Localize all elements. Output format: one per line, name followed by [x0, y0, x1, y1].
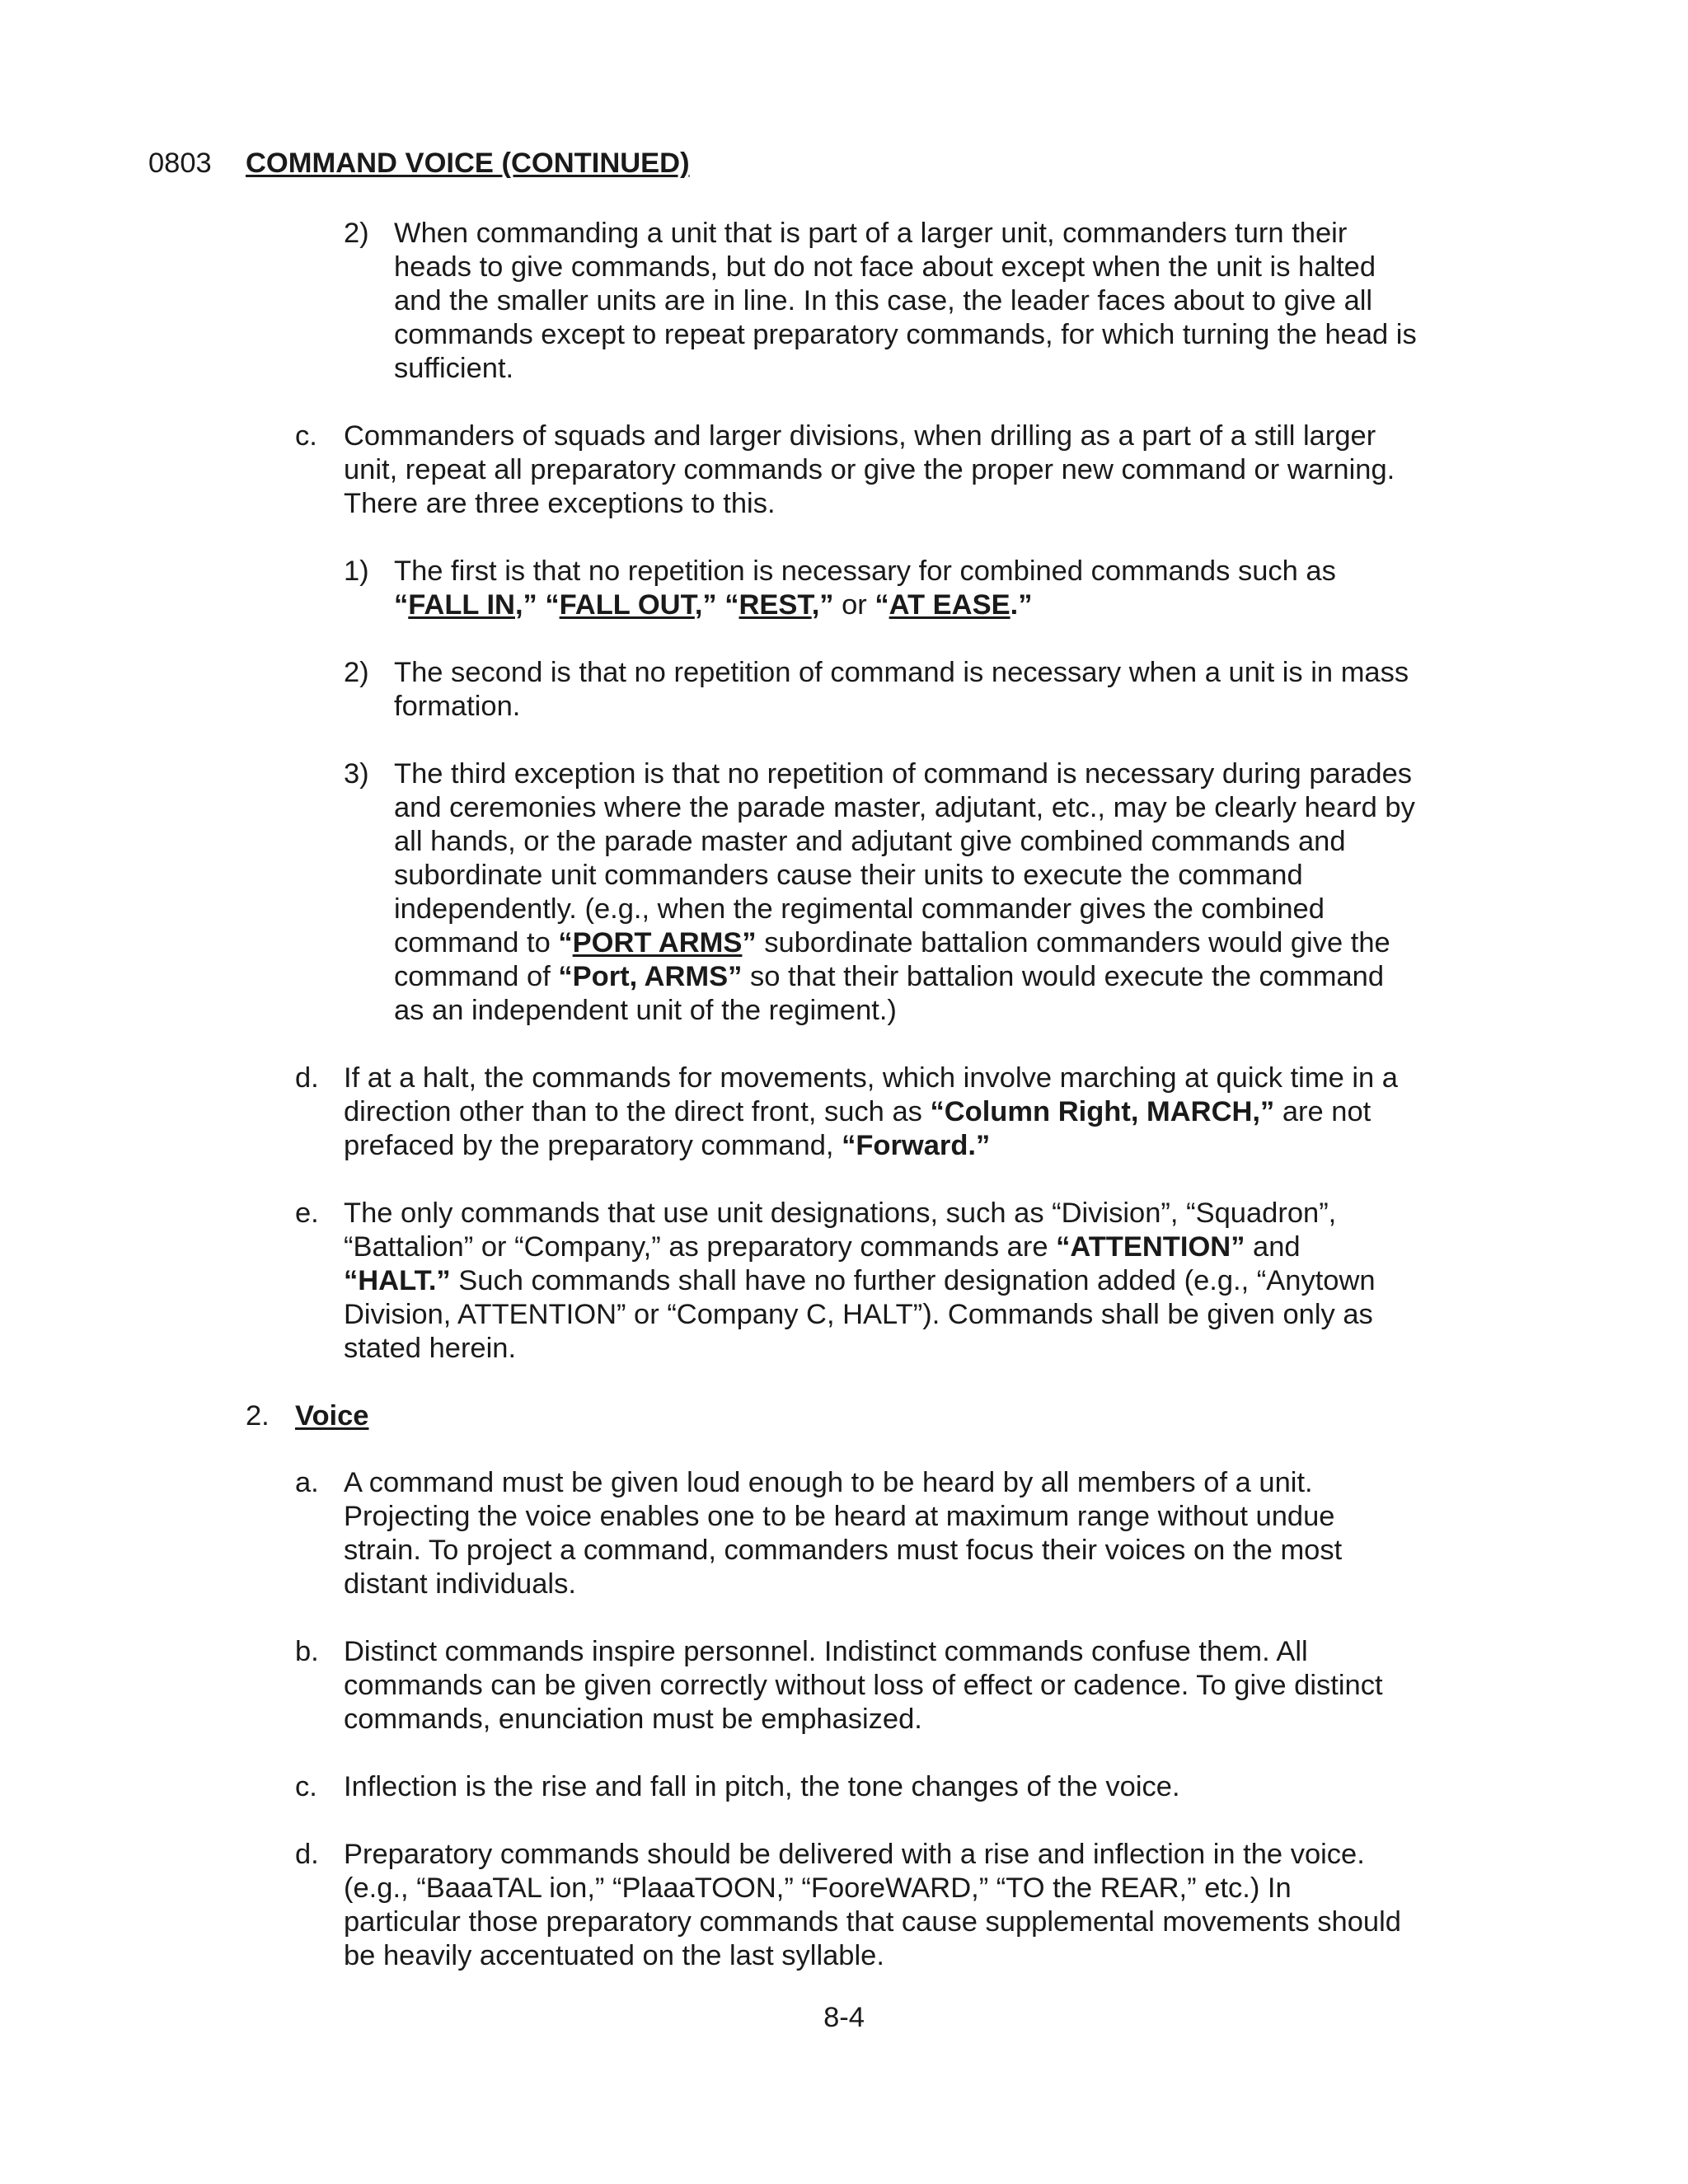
list-marker: c. — [295, 1771, 317, 1802]
command-fall-out: FALL OUT — [559, 589, 695, 621]
command-port-arms: PORT ARMS — [572, 927, 743, 958]
command-fall-in: FALL IN — [408, 589, 515, 621]
list-marker: 2) — [344, 657, 369, 688]
list-marker: e. — [295, 1197, 319, 1229]
command-halt: “HALT.” — [344, 1265, 451, 1296]
command-rest: REST — [738, 589, 812, 621]
paragraph-text: The third exception is that no repetition of command is necessary during parades and ceremonies where the parade master, adjutant, etc., may be clearly heard by all hands, or the parade master and adjutant give combined commands and subordinate unit commanders cause their units to execute the command independently. (e.g., when the regimental commander gives the combined command to “PORT ARMS” subordinate battalion commanders would give the command of “Port, ARMS” so that their battalion would execute the command as an independent unit of the regiment.) — [394, 758, 1415, 1026]
command-at-ease: AT EASE — [889, 589, 1010, 621]
command-forward: “Forward.” — [842, 1130, 991, 1161]
paragraph-text: Inflection is the rise and fall in pitch, the tone changes of the voice. — [344, 1771, 1180, 1802]
command-attention: “ATTENTION” — [1056, 1231, 1245, 1263]
page-number: 8-4 — [823, 2002, 865, 2033]
paragraph-text: The first is that no repetition is necessary for combined commands such as “FALL IN,” “FALL OUT,” “REST,” or “AT EASE.” — [394, 555, 1336, 621]
paragraph-text: A command must be given loud enough to be heard by all members of a unit. Projecting the voice enables one to be heard at maximum range without undue strain. To project a command, commanders must focus their voices on the most distant individuals. — [344, 1467, 1343, 1600]
command-port-arms-execute: “Port, ARMS” — [558, 961, 743, 992]
paragraph-text: Commanders of squads and larger divisions, when drilling as a part of a still larger unit, repeat all preparatory commands or give the proper new command or warning. There are three exceptions to this. — [344, 420, 1395, 519]
list-marker: 3) — [344, 758, 369, 790]
list-marker: a. — [295, 1467, 319, 1498]
section-title: COMMAND VOICE (CONTINUED) — [246, 148, 690, 179]
paragraph-text: Distinct commands inspire personnel. Indistinct commands confuse them. All commands can be given correctly without loss of effect or cadence. To give distinct commands, enunciation must be emphasized. — [344, 1636, 1383, 1735]
section-number: 0803 — [148, 148, 212, 179]
list-marker: b. — [295, 1636, 319, 1667]
list-marker: d. — [295, 1839, 319, 1870]
command-column-right: “Column Right, MARCH,” — [930, 1096, 1275, 1127]
paragraph-text: The only commands that use unit designations, such as “Division”, “Squadron”, “Battalion” or “Company,” as preparatory commands are “ATTENTION” and “HALT.” Such commands shall have no further designation added (e.g., “Anytown Division, ATTENTION” or “Company C, HALT”). Commands shall be given only as stated herein. — [344, 1197, 1376, 1364]
list-marker: 1) — [344, 555, 369, 587]
list-marker: c. — [295, 420, 317, 452]
paragraph-text: The second is that no repetition of command is necessary when a unit is in mass formation. — [394, 657, 1409, 722]
list-marker: 2) — [344, 218, 369, 249]
section-heading — [148, 147, 690, 180]
subsection-title: Voice — [295, 1400, 369, 1432]
list-marker: 2. — [246, 1400, 270, 1432]
paragraph-text: When commanding a unit that is part of a larger unit, commanders turn their heads to give commands, but do not face about except when the unit is halted and the smaller units are in line. In this case, the leader faces about to give all commands except to repeat preparatory commands, for which turning the head is sufficient. — [394, 218, 1417, 384]
paragraph-text: Preparatory commands should be delivered with a rise and inflection in the voice. (e.g., “BaaaTAL ion,” “PlaaaTOON,” “FooreWARD,” “TO the REAR,” etc.) In particular those preparatory commands that cause supplemental movements should be heavily accentuated on the last syllable. — [344, 1839, 1401, 1971]
paragraph-text: If at a halt, the commands for movements, which involve marching at quick time in a direction other than to the direct front, such as “Column Right, MARCH,” are not prefaced by the preparatory command, “Forward.” — [344, 1062, 1398, 1161]
list-marker: d. — [295, 1062, 319, 1094]
